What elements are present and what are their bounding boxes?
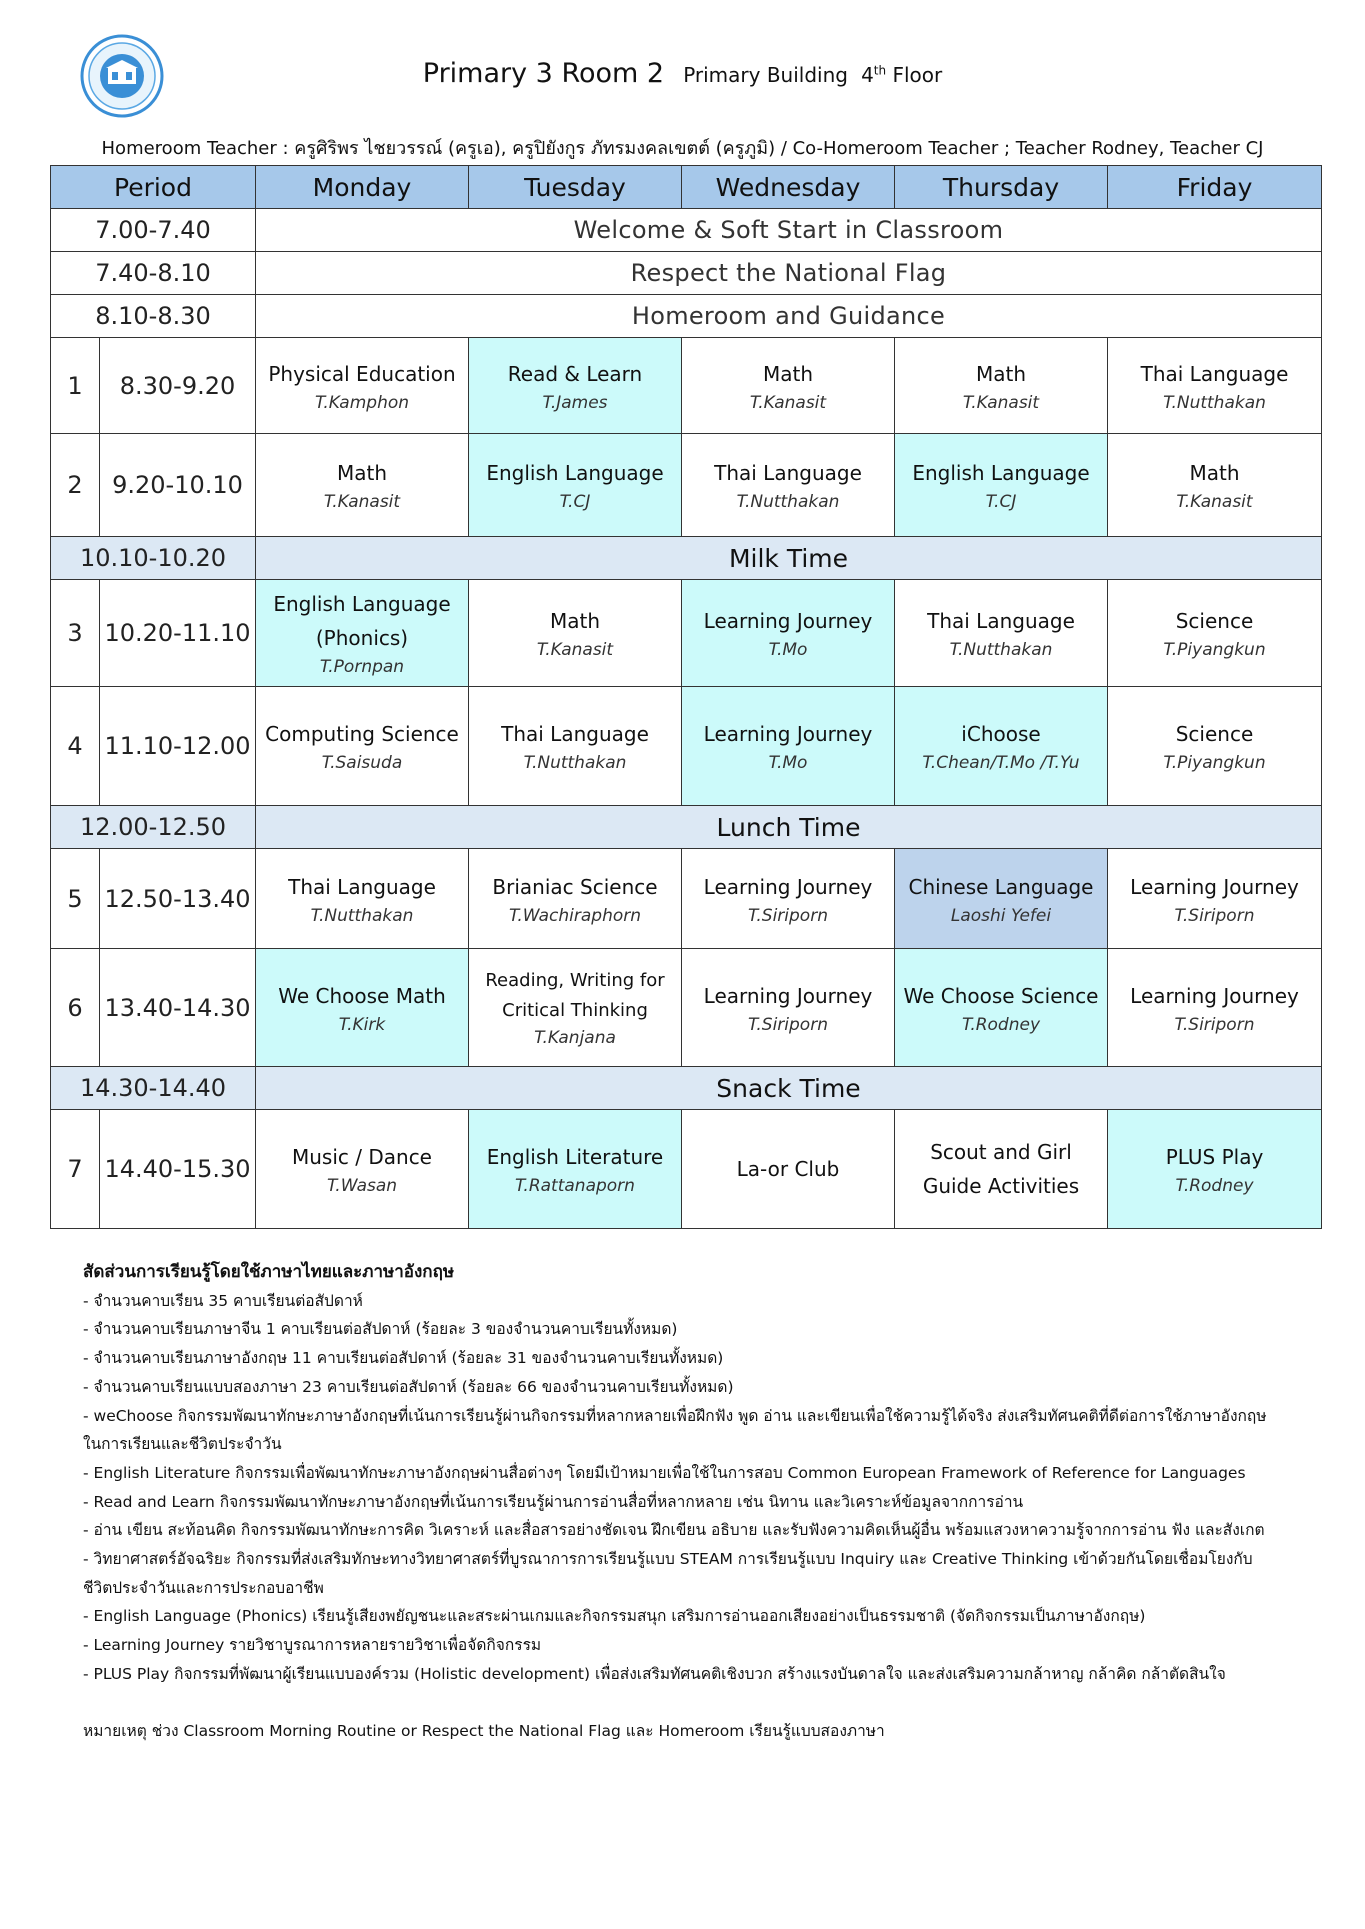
note-line: ในการเรียนและชีวิตประจำวัน [83, 1435, 282, 1454]
class-cell [1108, 949, 1322, 1067]
teacher-name: T.CJ [985, 492, 1017, 512]
teacher-name: T.James [542, 392, 608, 413]
teacher-name: T.Rodney [1175, 1176, 1254, 1196]
note-line: - Read and Learn กิจกรรมพัฒนาทักษะภาษาอังกฤษที่เน้นการเรียนรู้ผ่านการอ่านสื่อที่หลากหลาย เช่น นิทาน และวิเคราะห์ข้อมูลจากการอ่าน [83, 1492, 1024, 1511]
subject-name: Brianiac Science [492, 874, 658, 899]
class-cell [256, 338, 469, 434]
period-row [51, 687, 1322, 806]
subject-name: Computing Science [265, 722, 459, 746]
header-thursday: Thursday [895, 166, 1108, 209]
teacher-name: T.Saisuda [321, 753, 403, 773]
teacher-name: Laoshi Yefei [950, 905, 1052, 926]
note-line: - Learning Journey รายวิชาบูรณาการหลายรายวิชาเพื่อจัดกิจกรรม [83, 1636, 542, 1655]
class-cell [682, 949, 895, 1067]
period-number: 3 [51, 580, 100, 687]
subject-name: Thai Language [501, 722, 649, 746]
teacher-name: T.Mo [768, 753, 808, 773]
note-line: - จำนวนคาบเรียนภาษาอังกฤษ 11 คาบเรียนต่อสัปดาห์ (ร้อยละ 31 ของจำนวนคาบเรียนทั้งหมด) [83, 1349, 724, 1368]
class-cell [256, 580, 469, 687]
class-cell [682, 434, 895, 537]
page-title [0, 58, 1365, 89]
period-number: 2 [51, 434, 100, 537]
header-tuesday: Tuesday [469, 166, 682, 209]
teacher-name: T.Kanasit [536, 640, 614, 660]
teacher-name: T.Pornpan [319, 657, 405, 677]
header-period: Period [51, 166, 256, 209]
subject-name: Thai Language [1140, 361, 1289, 386]
subject-name: Science [1175, 609, 1254, 633]
class-cell [469, 338, 682, 434]
morning-row [51, 209, 1322, 252]
note-line: - จำนวนคาบเรียน 35 คาบเรียนต่อสัปดาห์ [83, 1291, 363, 1310]
subject-name: English Literature [486, 1145, 664, 1169]
class-cell [1108, 1110, 1322, 1229]
period-row [51, 949, 1322, 1067]
class-cell [469, 434, 682, 537]
period-row [51, 338, 1322, 434]
subject-name: Math [336, 461, 388, 485]
class-cell [469, 949, 682, 1067]
period-row [51, 849, 1322, 949]
period-time: 11.10-12.00 [100, 687, 256, 806]
teacher-name: T.Siriporn [1174, 1014, 1255, 1035]
notes-heading: สัดส่วนการเรียนรู้โดยใช้ภาษาไทยและภาษาอังกฤษ [83, 1262, 455, 1282]
subject-name: Thai Language [288, 874, 436, 899]
period-row [51, 1110, 1322, 1229]
class-cell [1108, 580, 1322, 687]
floor-number: 4 [861, 63, 874, 87]
subject-name: Reading, Writing for [485, 969, 665, 991]
teacher-name: T.Nutthakan [949, 640, 1053, 660]
morning-activity: Homeroom and Guidance [256, 295, 1322, 338]
note-line: - วิทยาศาสตร์อัจฉริยะ กิจกรรมที่ส่งเสริมทักษะทางวิทยาศาสตร์ที่บูรณาการการเรียนรู้แบบ STEAM การเรียนรู้แบบ Inquiry และ Creative Thinking เข้าด้วยกันโดยเชื่อมโยงกับ [83, 1550, 1253, 1569]
break-row [51, 1067, 1322, 1110]
morning-time: 8.10-8.30 [51, 295, 256, 338]
class-cell [895, 687, 1108, 806]
subject-name-line2: (Phonics) [315, 626, 409, 650]
teacher-name: T.Kanasit [749, 392, 827, 413]
subject-name: Thai Language [927, 609, 1075, 633]
subject-name: Math [975, 361, 1027, 386]
teacher-name: T.Kanasit [962, 392, 1040, 413]
header-monday: Monday [256, 166, 469, 209]
class-cell [682, 849, 895, 949]
class-cell [469, 580, 682, 687]
subject-name: Read & Learn [507, 361, 643, 386]
subject-name: PLUS Play [1165, 1145, 1264, 1169]
class-cell [895, 849, 1108, 949]
teacher-name: T.Mo [768, 640, 808, 660]
class-cell [469, 687, 682, 806]
teacher-name: T.Siriporn [1174, 905, 1255, 926]
teacher-name: T.Chean/T.Mo /T.Yu [922, 753, 1080, 773]
break-row [51, 537, 1322, 580]
break-time: 14.30-14.40 [51, 1067, 256, 1110]
break-label: Snack Time [256, 1067, 1322, 1110]
subject-name: Learning Journey [703, 722, 873, 746]
subject-name-line2: Critical Thinking [502, 999, 648, 1021]
subject-name: English Language [486, 461, 664, 485]
note-line: - จำนวนคาบเรียนภาษาจีน 1 คาบเรียนต่อสัปดาห์ (ร้อยละ 3 ของจำนวนคาบเรียนทั้งหมด) [83, 1320, 678, 1339]
subject-name: Thai Language [714, 461, 862, 485]
subject-name: La-or Club [736, 1157, 840, 1181]
class-cell [1108, 849, 1322, 949]
class-cell [1108, 434, 1322, 537]
morning-activity: Welcome & Soft Start in Classroom [256, 209, 1322, 252]
break-label: Lunch Time [256, 806, 1322, 849]
note-line: - จำนวนคาบเรียนแบบสองภาษา 23 คาบเรียนต่อสัปดาห์ (ร้อยละ 66 ของจำนวนคาบเรียนทั้งหมด) [83, 1377, 734, 1396]
subject-name: Scout and Girl [930, 1140, 1072, 1164]
teacher-name: T.Kanasit [323, 492, 401, 512]
period-time: 8.30-9.20 [100, 338, 256, 434]
subject-name: English Language [273, 592, 451, 616]
class-cell [256, 687, 469, 806]
note-line: - weChoose กิจกรรมพัฒนาทักษะภาษาอังกฤษที่เน้นการเรียนรู้ผ่านกิจกรรมที่หลากหลายเพื่อฝึกฟัง พูด อ่าน และเขียนเพื่อใช้ความรู้ได้จริง ส่งเสริมทัศนคติที่ดีต่อการใช้ภาษาอังกฤษ [83, 1406, 1267, 1425]
class-cell [895, 1110, 1108, 1229]
note-line: - English Language (Phonics) เรียนรู้เสียงพยัญชนะและสระผ่านเกมและกิจกรรมสนุก เสริมการอ่านออกเสียงอย่างเป็นธรรมชาติ (จัดกิจกรรมเป็นภาษาอังกฤษ) [83, 1607, 1146, 1626]
period-time: 9.20-10.10 [100, 434, 256, 537]
note-line: - PLUS Play กิจกรรมที่พัฒนาผู้เรียนแบบองค์รวม (Holistic development) เพื่อส่งเสริมทัศนคติเชิงบวก สร้างแรงบันดาลใจ และส่งเสริมความกล้าหาญ กล้าคิด กล้าตัดสินใจ [83, 1664, 1226, 1683]
subject-name: iChoose [961, 722, 1041, 746]
class-cell [256, 849, 469, 949]
subject-name: Music / Dance [292, 1145, 432, 1169]
subject-name: English Language [912, 461, 1090, 485]
note-line: ชีวิตประจำวันและการประกอบอาชีพ [83, 1578, 324, 1597]
morning-row [51, 252, 1322, 295]
remark: หมายเหตุ ช่วง Classroom Morning Routine or Respect the National Flag และ Homeroom เรียนรู้แบบสองภาษา [83, 1721, 885, 1740]
period-number: 7 [51, 1110, 100, 1229]
subject-name: Learning Journey [703, 983, 873, 1008]
teacher-name: T.Nutthakan [310, 905, 414, 926]
teacher-name: T.Kamphon [314, 392, 410, 413]
subject-name: Learning Journey [1130, 983, 1299, 1008]
header-friday: Friday [1108, 166, 1322, 209]
teacher-name: T.Piyangkun [1163, 640, 1266, 660]
subject-name: We Choose Math [278, 983, 446, 1008]
notes-section [83, 1258, 1303, 1745]
class-cell [895, 580, 1108, 687]
break-label: Milk Time [256, 537, 1322, 580]
period-time: 12.50-13.40 [100, 849, 256, 949]
class-cell [895, 949, 1108, 1067]
period-row [51, 580, 1322, 687]
morning-time: 7.40-8.10 [51, 252, 256, 295]
subject-name: Chinese Language [908, 874, 1094, 899]
teacher-name: T.Siriporn [748, 905, 828, 926]
subject-name: Science [1175, 722, 1254, 746]
period-time: 14.40-15.30 [100, 1110, 256, 1229]
teacher-name: T.Kanasit [1176, 492, 1253, 512]
subject-name-line2: Guide Activities [922, 1174, 1080, 1198]
teacher-name: T.Rattanaporn [515, 1176, 635, 1196]
class-cell [682, 1110, 895, 1229]
morning-row [51, 295, 1322, 338]
class-cell [895, 338, 1108, 434]
class-cell [256, 434, 469, 537]
teacher-name: T.Nutthakan [523, 753, 627, 773]
class-cell [1108, 687, 1322, 806]
teacher-name: T.CJ [559, 492, 591, 512]
floor-suffix: th [873, 63, 887, 78]
subject-name: Math [1189, 461, 1240, 485]
class-cell [682, 338, 895, 434]
period-number: 1 [51, 338, 100, 434]
period-time: 10.20-11.10 [100, 580, 256, 687]
class-cell [682, 687, 895, 806]
teacher-name: T.Wasan [326, 1176, 398, 1196]
subject-name: Learning Journey [703, 874, 873, 899]
class-title: Primary 3 Room 2 [422, 58, 665, 89]
subject-name: Learning Journey [1130, 874, 1299, 899]
subject-name: Math [549, 609, 601, 633]
teacher-name: T.Siriporn [748, 1014, 828, 1035]
break-time: 12.00-12.50 [51, 806, 256, 849]
note-line: - อ่าน เขียน สะท้อนคิด กิจกรรมพัฒนาทักษะการคิด วิเคราะห์ และสื่อสารอย่างชัดเจน ฝึกเขียน อธิบาย และรับฟังความคิดเห็นผู้อื่น พร้อมแสวงหาความรู้จากการอ่าน ฟัง และสังเกต [83, 1521, 1265, 1540]
teacher-name: T.Kirk [338, 1014, 386, 1035]
subject-name: Learning Journey [703, 609, 873, 633]
period-time: 13.40-14.30 [100, 949, 256, 1067]
teacher-name: T.Piyangkun [1163, 753, 1266, 773]
homeroom-teachers: Homeroom Teacher : ครูศิริพร ไชยวรรณ์ (ครูเอ), ครูปิยังกูร ภัทรมงคลเขตต์ (ครูภูมิ) / Co-Homeroom Teacher ; Teacher Rodney, Teacher CJ [101, 138, 1264, 159]
teacher-name: T.Kanjana [534, 1027, 616, 1048]
header-wednesday: Wednesday [682, 166, 895, 209]
break-row [51, 806, 1322, 849]
subject-name: Physical Education [268, 361, 456, 386]
note-line: - English Literature กิจกรรมเพื่อพัฒนาทักษะภาษาอังกฤษผ่านสื่อต่างๆ โดยมีเป้าหมายเพื่อใช้ในการสอบ Common European Framework of Reference for Languages [83, 1463, 1246, 1482]
floor-label [861, 63, 942, 87]
timetable [50, 165, 1322, 1229]
period-number: 6 [51, 949, 100, 1067]
period-number: 4 [51, 687, 100, 806]
teacher-name: T.Nutthakan [736, 492, 840, 512]
class-cell [469, 849, 682, 949]
morning-activity: Respect the National Flag [256, 252, 1322, 295]
subject-name: We Choose Science [903, 983, 1099, 1008]
teacher-name: T.Nutthakan [1163, 392, 1266, 413]
teacher-name: T.Wachiraphorn [508, 905, 642, 926]
floor-word: Floor [892, 63, 943, 87]
period-number: 5 [51, 849, 100, 949]
class-cell [895, 434, 1108, 537]
break-time: 10.10-10.20 [51, 537, 256, 580]
subject-name: Math [762, 361, 814, 386]
class-cell [1108, 338, 1322, 434]
header-row [51, 166, 1322, 209]
class-cell [256, 949, 469, 1067]
class-cell [682, 580, 895, 687]
period-row [51, 434, 1322, 537]
morning-time: 7.00-7.40 [51, 209, 256, 252]
building-label: Primary Building [683, 63, 848, 87]
teacher-name: T.Rodney [961, 1014, 1041, 1035]
class-cell [256, 1110, 469, 1229]
class-cell [469, 1110, 682, 1229]
